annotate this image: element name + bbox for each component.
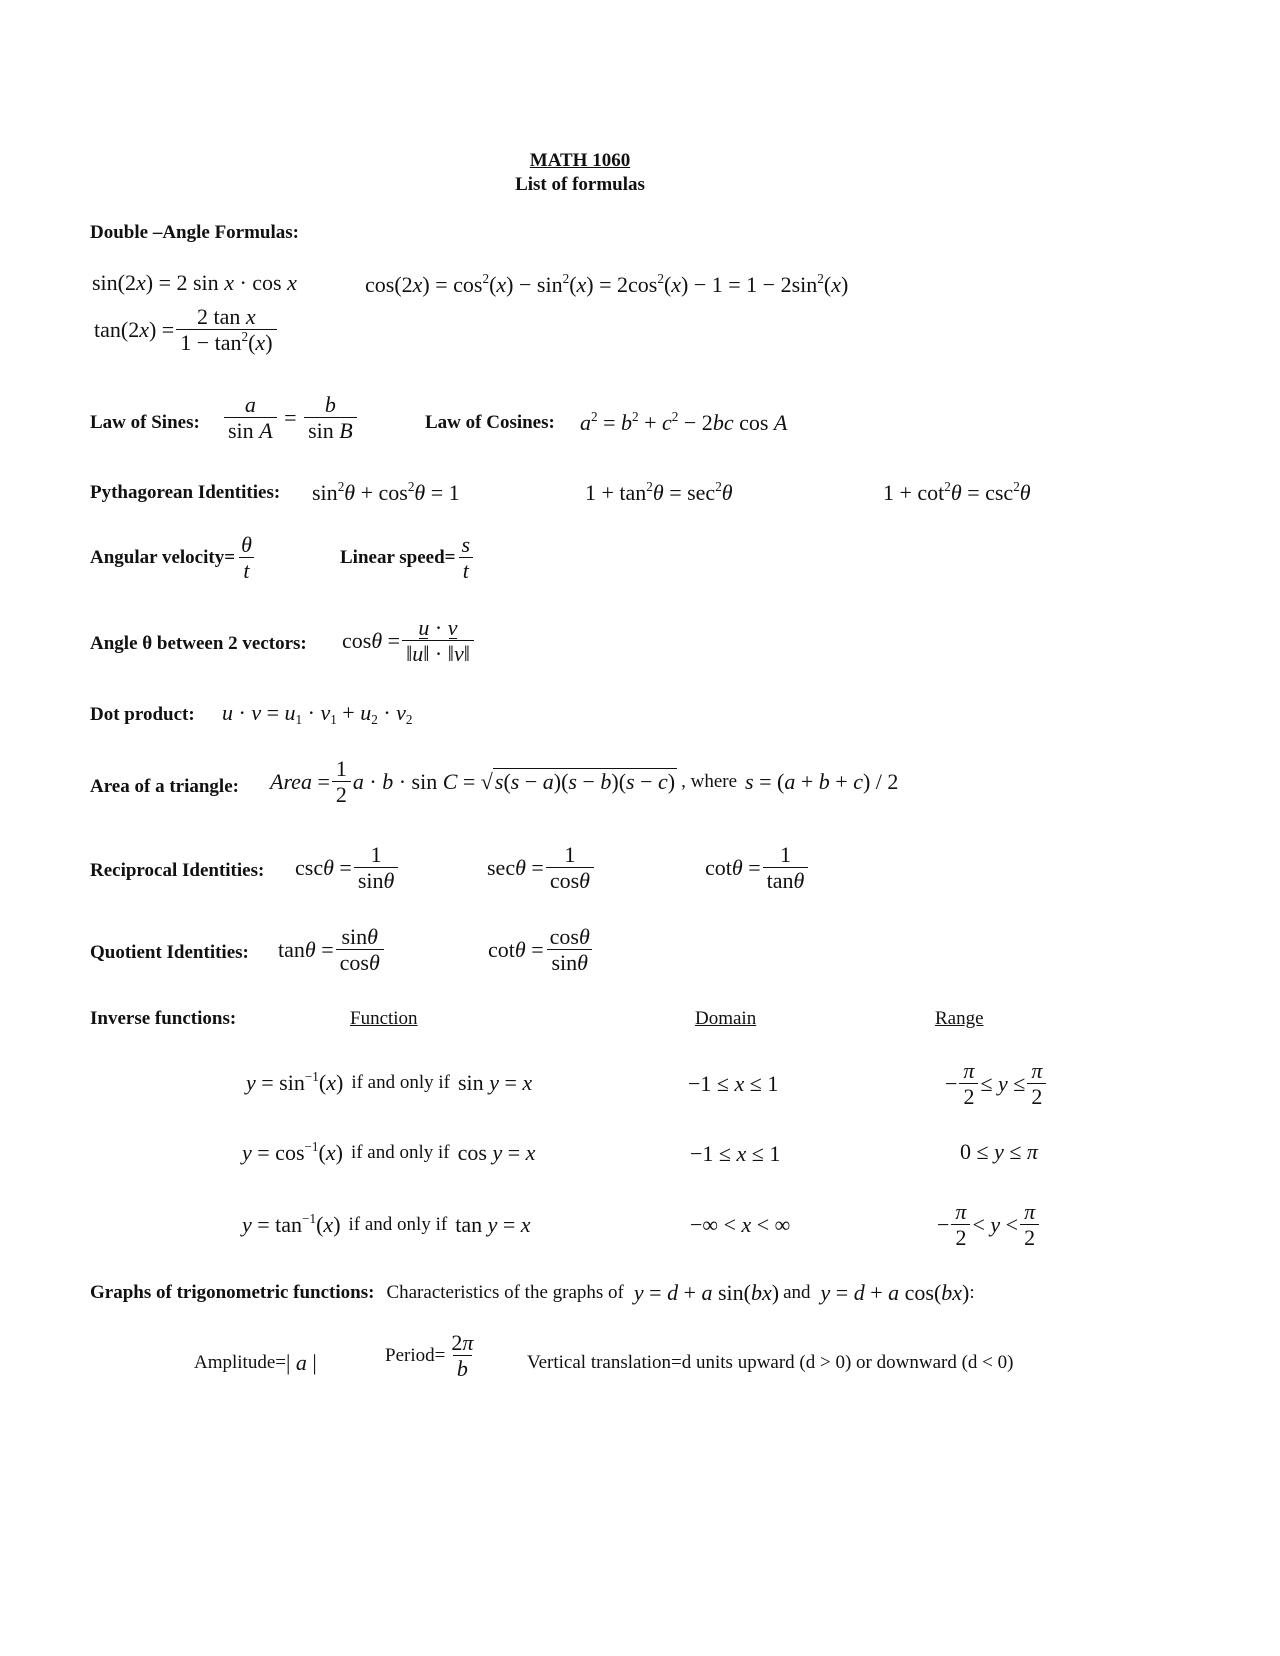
graphs-description: Characteristics of the graphs of [386,1282,624,1303]
law-of-sines-label: Law of Sines: [90,412,200,433]
angular-velocity-formula: Angular velocity= $\frac{\theta}{t}$ [90,532,252,584]
cos-double-angle-formula: $\cos(2x) = \cos^2(x) - \sin^2(x) = 2\cos^2(x) - 1 = 1 - 2\sin^2(x)$ [365,270,849,297]
period-label: Period= [385,1344,446,1366]
graphs-line: Graphs of trigonometric functions: Characteristics of the graphs of y = d + a sin(bx) and y = d + a cos(bx) : [90,1280,975,1305]
law-of-cosines-label: Law of Cosines: [425,412,555,433]
page-subtitle: List of formulas [515,174,645,195]
page-title [0,150,1160,172]
law-of-sines-formula: $\frac{a}{\text{sin A}}$ = $\frac{b}{\text{sin B}}$ [222,392,359,444]
reciprocal-label: Reciprocal Identities: [90,860,265,881]
vertical-translation-text: Vertical translation=d units upward (d > 0) or downward (d < 0) [527,1352,1014,1373]
inverse-functions-label: Inverse functions: [90,1008,237,1029]
domain-column-header: Domain [695,1008,757,1029]
area-triangle-formula: Area = $\frac{1}{2}$ a · b · sin C = √s(s − a)(s − b)(s − c) , where s = (a + b + c) / 2 [270,756,899,808]
course-title: MATH 1060 [529,150,631,171]
arcsin-domain: −1 ≤ x ≤ 1 [688,1071,779,1096]
double-angle-label: Double –Angle Formulas: [90,222,299,243]
cot-quotient-formula: cotθ = $\frac{\cos\theta}{\sin\theta}$ [488,924,596,976]
period-formula: Period= $\frac{2\pi}{b}$ [385,1330,474,1382]
law-of-cosines-formula: $a^2 = b^2 + c^2 - 2bc$ cos A [580,408,788,435]
amplitude-formula: Amplitude= | a | [194,1350,317,1375]
sec-reciprocal-formula: secθ = $\frac{1}{\cos\theta}$ [487,842,596,894]
tan-double-angle-formula: tan(2x) = $\frac{\text{2 tan x}}{1 - \tan^2(x)}$ [94,304,279,356]
pythagorean-identity-2: $1 + \tan^2\theta = \sec^2\theta$ [585,478,733,505]
pythagorean-identity-1: $\sin^2\theta + \cos^2\theta = 1$ [312,478,460,505]
iff-connector: if and only if [348,1214,448,1235]
amplitude-label: Amplitude= [194,1352,286,1373]
function-column-header: Function [350,1008,418,1029]
iff-connector: if and only if [350,1142,450,1163]
sin-double-angle-formula: sin(2x) = 2 sin x · cos x [92,270,297,295]
range-column-header: Range [935,1008,984,1029]
pythagorean-identity-3: $1 + \cot^2\theta = \csc^2\theta$ [883,478,1031,505]
and-text: and [783,1282,811,1303]
arctan-range: − $\frac{\pi}{2}$ < y < $\frac{\pi}{2}$ [937,1199,1041,1251]
angle-between-vectors-formula: cosθ = $\frac{u \cdot v}{‖u‖ \cdot ‖v‖}$ [342,615,476,667]
iff-connector: if and only if [351,1072,450,1093]
arctan-domain: −∞ < x < ∞ [690,1212,791,1237]
cot-reciprocal-formula: cotθ = $\frac{1}{\tan\theta}$ [705,842,810,894]
angular-velocity-label: Angular velocity= [90,546,236,568]
graphs-label: Graphs of trigonometric functions: [90,1282,375,1303]
linear-speed-formula: Linear speed= $\frac{s}{t}$ [340,532,476,584]
arccos-domain: −1 ≤ x ≤ 1 [690,1141,781,1166]
dot-product-formula: $u \cdot v = u_1 \cdot v_1 + u_2 \cdot v_2$ [222,700,413,727]
angle-between-vectors-label: Angle θ between 2 vectors: [90,633,307,654]
arctan-definition: $y = \tan^{-1}(x)$ if and only if tan y = x [242,1210,531,1237]
area-triangle-label: Area of a triangle: [90,776,239,797]
arccos-range: 0 ≤ y ≤ π [960,1139,1038,1164]
quotient-label: Quotient Identities: [90,942,249,963]
pythagorean-label: Pythagorean Identities: [90,482,281,503]
linear-speed-label: Linear speed= [340,546,456,568]
dot-product-label: Dot product: [90,704,195,725]
tan-quotient-formula: tanθ = $\frac{\sin\theta}{\cos\theta}$ [278,924,386,976]
arcsin-definition: $y = \sin^{-1}(x)$ if and only if sin y = x [246,1068,533,1095]
csc-reciprocal-formula: cscθ = $\frac{1}{\sin\theta}$ [295,842,400,894]
arcsin-range: − $\frac{\pi}{2}$ ≤ y ≤ $\frac{\pi}{2}$ [945,1058,1048,1110]
where-text: , where [681,770,738,792]
arccos-definition: $y = \cos^{-1}(x)$ if and only if cos y = x [242,1138,536,1165]
